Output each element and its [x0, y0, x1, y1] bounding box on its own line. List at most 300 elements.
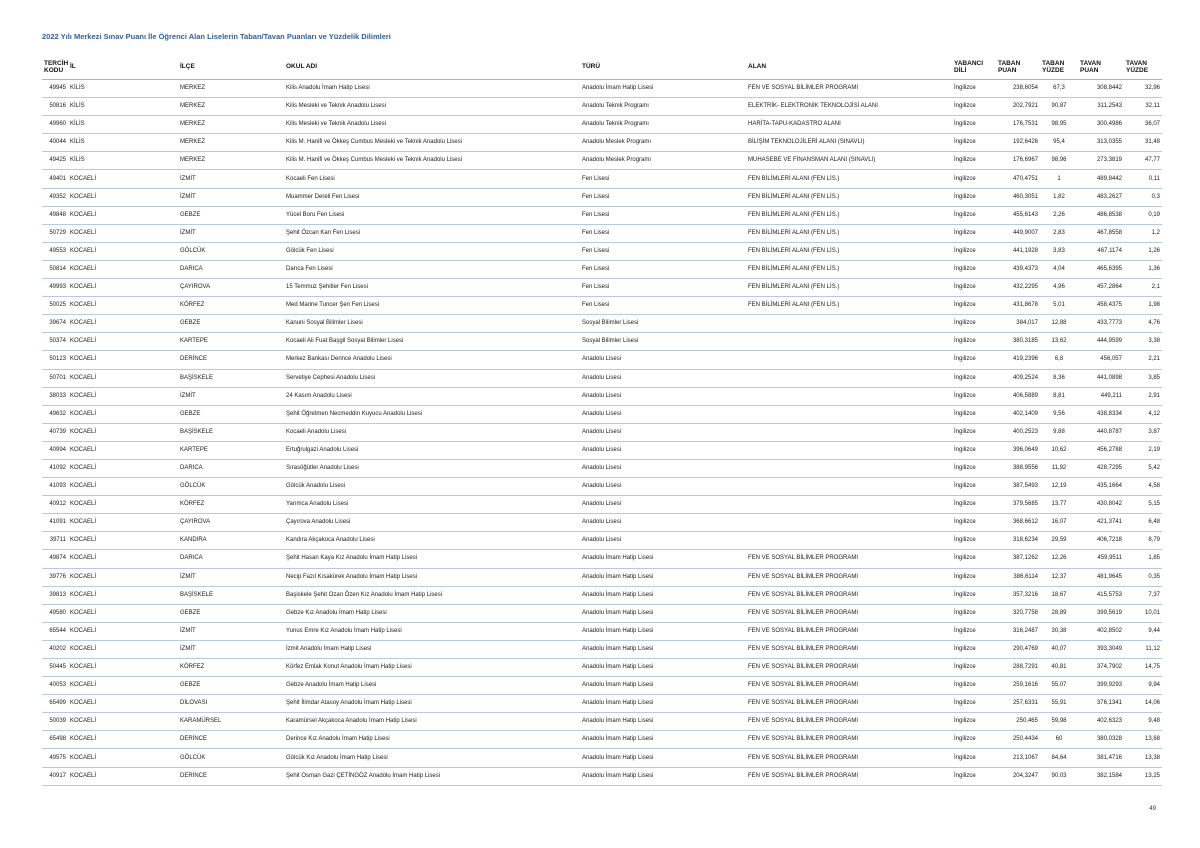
cell-il: KOCAELİ — [68, 532, 178, 550]
table-row — [42, 279, 1162, 297]
cell-ilce: DARICA — [178, 260, 284, 278]
cell-tavan-yuzde: 2,1 — [1124, 279, 1162, 297]
cell-tercih-kodu: 49580 — [42, 604, 68, 622]
cell-taban-yuzde: 30,38 — [1040, 622, 1078, 640]
cell-il: KOCAELİ — [68, 713, 178, 731]
cell-yabanci-dili: İngilizce — [952, 622, 996, 640]
cell-il: KOCAELİ — [68, 622, 178, 640]
table-row — [42, 188, 1162, 206]
cell-taban-yuzde: 13,62 — [1040, 333, 1078, 351]
cell-taban-yuzde: 29,59 — [1040, 532, 1078, 550]
cell-taban-yuzde: 9,56 — [1040, 405, 1078, 423]
cell-taban-yuzde: 13,77 — [1040, 496, 1078, 514]
cell-il: KİLİS — [68, 116, 178, 134]
cell-ilce: MERKEZ — [178, 98, 284, 116]
cell-yabanci-dili: İngilizce — [952, 206, 996, 224]
table-row — [42, 405, 1162, 423]
cell-ilce: GÖLCÜK — [178, 242, 284, 260]
cell-turu: Anadolu İmam Hatip Lisesi — [580, 568, 746, 586]
cell-okul-adi: Muammer Dereli Fen Lisesi — [284, 188, 580, 206]
cell-tavan-yuzde: 0,35 — [1124, 568, 1162, 586]
cell-il: KOCAELİ — [68, 405, 178, 423]
cell-tavan-puan: 486,8538 — [1078, 206, 1124, 224]
cell-alan — [746, 351, 952, 369]
cell-il: KOCAELİ — [68, 315, 178, 333]
cell-alan — [746, 459, 952, 477]
cell-tavan-puan: 273,3819 — [1078, 152, 1124, 170]
cell-tercih-kodu: 50729 — [42, 224, 68, 242]
cell-il: KOCAELİ — [68, 586, 178, 604]
cell-ilce: DARICA — [178, 459, 284, 477]
cell-taban-yuzde: 8,81 — [1040, 387, 1078, 405]
cell-tavan-puan: 430,8042 — [1078, 496, 1124, 514]
cell-tavan-yuzde: 36,07 — [1124, 116, 1162, 134]
cell-alan — [746, 423, 952, 441]
cell-taban-yuzde: 55,91 — [1040, 695, 1078, 713]
cell-turu: Anadolu Lisesi — [580, 351, 746, 369]
cell-tercih-kodu: 50445 — [42, 659, 68, 677]
cell-turu: Anadolu İmam Hatip Lisesi — [580, 713, 746, 731]
cell-okul-adi: Kilis Anadolu İmam Hatip Lisesi — [284, 80, 580, 98]
cell-il: KOCAELİ — [68, 749, 178, 767]
table-row — [42, 568, 1162, 586]
cell-tercih-kodu: 38033 — [42, 387, 68, 405]
table-row — [42, 170, 1162, 188]
cell-okul-adi: Gölcük Fen Lisesi — [284, 242, 580, 260]
cell-tercih-kodu: 49352 — [42, 188, 68, 206]
cell-alan: FEN BİLİMLERİ ALANI (FEN LİS.) — [746, 188, 952, 206]
cell-tavan-puan: 456,057 — [1078, 351, 1124, 369]
cell-turu: Anadolu İmam Hatip Lisesi — [580, 749, 746, 767]
cell-ilce: GEBZE — [178, 315, 284, 333]
cell-turu: Anadolu Lisesi — [580, 478, 746, 496]
cell-il: KOCAELİ — [68, 496, 178, 514]
cell-ilce: GÖLCÜK — [178, 749, 284, 767]
cell-taban-puan: 460,3051 — [996, 188, 1040, 206]
cell-tavan-puan: 449,211 — [1078, 387, 1124, 405]
cell-taban-puan: 379,5685 — [996, 496, 1040, 514]
cell-ilce: KARTEPE — [178, 333, 284, 351]
cell-ilce: KÖRFEZ — [178, 297, 284, 315]
cell-tavan-puan: 380,0328 — [1078, 731, 1124, 749]
cell-il: KOCAELİ — [68, 640, 178, 658]
cell-tavan-yuzde: 7,37 — [1124, 586, 1162, 604]
cell-yabanci-dili: İngilizce — [952, 586, 996, 604]
col-header-tavan-yuzde: TAVAN YÜZDE — [1124, 54, 1162, 80]
cell-turu: Anadolu İmam Hatip Lisesi — [580, 586, 746, 604]
cell-yabanci-dili: İngilizce — [952, 423, 996, 441]
col-header-okul-adi: OKUL ADI — [284, 54, 580, 80]
cell-alan: FEN VE SOSYAL BİLİMLER PROGRAMI — [746, 749, 952, 767]
cell-taban-puan: 238,6054 — [996, 80, 1040, 98]
cell-turu: Fen Lisesi — [580, 242, 746, 260]
cell-tercih-kodu: 50814 — [42, 260, 68, 278]
cell-taban-yuzde: 12,19 — [1040, 478, 1078, 496]
cell-ilce: DİLOVASI — [178, 695, 284, 713]
cell-taban-puan: 204,3247 — [996, 767, 1040, 785]
cell-taban-puan: 431,8678 — [996, 297, 1040, 315]
cell-ilce: İZMİT — [178, 640, 284, 658]
cell-tavan-yuzde: 3,38 — [1124, 333, 1162, 351]
cell-taban-yuzde: 3,83 — [1040, 242, 1078, 260]
table-row — [42, 478, 1162, 496]
cell-turu: Anadolu Lisesi — [580, 405, 746, 423]
cell-tavan-puan: 481,9645 — [1078, 568, 1124, 586]
cell-taban-yuzde: 95,4 — [1040, 134, 1078, 152]
cell-taban-puan: 259,1616 — [996, 677, 1040, 695]
cell-il: KOCAELİ — [68, 369, 178, 387]
cell-taban-yuzde: 5,01 — [1040, 297, 1078, 315]
schools-table — [42, 54, 1162, 786]
cell-alan — [746, 441, 952, 459]
cell-taban-puan: 316,2487 — [996, 622, 1040, 640]
table-row — [42, 315, 1162, 333]
cell-tavan-yuzde: 13,25 — [1124, 767, 1162, 785]
table-row — [42, 369, 1162, 387]
cell-taban-puan: 387,5493 — [996, 478, 1040, 496]
cell-tavan-puan: 376,1341 — [1078, 695, 1124, 713]
cell-yabanci-dili: İngilizce — [952, 98, 996, 116]
cell-tavan-puan: 421,3741 — [1078, 514, 1124, 532]
cell-tavan-yuzde: 10,01 — [1124, 604, 1162, 622]
cell-tavan-puan: 311,2543 — [1078, 98, 1124, 116]
cell-alan — [746, 496, 952, 514]
cell-ilce: MERKEZ — [178, 116, 284, 134]
cell-yabanci-dili: İngilizce — [952, 242, 996, 260]
cell-okul-adi: Darıca Fen Lisesi — [284, 260, 580, 278]
cell-taban-puan: 400,2523 — [996, 423, 1040, 441]
cell-yabanci-dili: İngilizce — [952, 659, 996, 677]
cell-tavan-puan: 374,7902 — [1078, 659, 1124, 677]
cell-alan — [746, 369, 952, 387]
cell-taban-puan: 449,9007 — [996, 224, 1040, 242]
cell-ilce: DARICA — [178, 550, 284, 568]
cell-turu: Fen Lisesi — [580, 279, 746, 297]
cell-yabanci-dili: İngilizce — [952, 315, 996, 333]
cell-taban-puan: 386,6114 — [996, 568, 1040, 586]
col-header-turu: TÜRÜ — [580, 54, 746, 80]
cell-okul-adi: Kilis Mesleki ve Teknik Anadolu Lisesi — [284, 98, 580, 116]
cell-taban-puan: 368,6612 — [996, 514, 1040, 532]
cell-ilce: GEBZE — [178, 604, 284, 622]
cell-turu: Anadolu İmam Hatip Lisesi — [580, 640, 746, 658]
cell-taban-puan: 441,1928 — [996, 242, 1040, 260]
cell-tavan-yuzde: 6,48 — [1124, 514, 1162, 532]
cell-okul-adi: Körfez Emlak Konut Anadolu İmam Hatip Lisesi — [284, 659, 580, 677]
cell-il: KİLİS — [68, 134, 178, 152]
cell-yabanci-dili: İngilizce — [952, 677, 996, 695]
cell-il: KOCAELİ — [68, 550, 178, 568]
cell-yabanci-dili: İngilizce — [952, 369, 996, 387]
cell-yabanci-dili: İngilizce — [952, 532, 996, 550]
cell-il: KOCAELİ — [68, 206, 178, 224]
cell-alan: FEN BİLİMLERİ ALANI (FEN LİS.) — [746, 260, 952, 278]
cell-ilce: BAŞİSKELE — [178, 369, 284, 387]
cell-taban-yuzde: 12,88 — [1040, 315, 1078, 333]
cell-okul-adi: Kilis Mesleki ve Teknik Anadolu Lisesi — [284, 116, 580, 134]
cell-tavan-yuzde: 32,96 — [1124, 80, 1162, 98]
cell-il: KOCAELİ — [68, 514, 178, 532]
cell-yabanci-dili: İngilizce — [952, 441, 996, 459]
cell-tercih-kodu: 40994 — [42, 441, 68, 459]
cell-ilce: İZMİT — [178, 387, 284, 405]
cell-alan: BİLİŞİM TEKNOLOJİLERİ ALANI (SINAVLI) — [746, 134, 952, 152]
cell-tavan-puan: 381,4716 — [1078, 749, 1124, 767]
cell-turu: Anadolu Lisesi — [580, 369, 746, 387]
cell-il: KOCAELİ — [68, 351, 178, 369]
table-row — [42, 640, 1162, 658]
cell-turu: Anadolu Lisesi — [580, 514, 746, 532]
table-row — [42, 532, 1162, 550]
cell-tercih-kodu: 40202 — [42, 640, 68, 658]
cell-taban-puan: 406,5889 — [996, 387, 1040, 405]
cell-yabanci-dili: İngilizce — [952, 604, 996, 622]
cell-taban-puan: 402,1409 — [996, 405, 1040, 423]
cell-turu: Fen Lisesi — [580, 224, 746, 242]
cell-il: KOCAELİ — [68, 188, 178, 206]
cell-tercih-kodu: 50816 — [42, 98, 68, 116]
cell-taban-yuzde: 4,04 — [1040, 260, 1078, 278]
col-header-taban-yuzde: TABAN YÜZDE — [1040, 54, 1078, 80]
cell-tavan-puan: 402,6323 — [1078, 713, 1124, 731]
cell-tercih-kodu: 65544 — [42, 622, 68, 640]
cell-tavan-puan: 433,7773 — [1078, 315, 1124, 333]
table-row — [42, 731, 1162, 749]
cell-yabanci-dili: İngilizce — [952, 478, 996, 496]
cell-yabanci-dili: İngilizce — [952, 713, 996, 731]
cell-turu: Anadolu Lisesi — [580, 387, 746, 405]
cell-alan: FEN VE SOSYAL BİLİMLER PROGRAMI — [746, 677, 952, 695]
cell-il: KOCAELİ — [68, 659, 178, 677]
table-row — [42, 242, 1162, 260]
cell-tavan-yuzde: 32,11 — [1124, 98, 1162, 116]
col-header-il: İL — [68, 54, 178, 80]
cell-alan: FEN VE SOSYAL BİLİMLER PROGRAMI — [746, 80, 952, 98]
cell-taban-yuzde: 90,03 — [1040, 767, 1078, 785]
cell-tercih-kodu: 49874 — [42, 550, 68, 568]
cell-taban-puan: 396,0649 — [996, 441, 1040, 459]
cell-il: KOCAELİ — [68, 767, 178, 785]
cell-yabanci-dili: İngilizce — [952, 279, 996, 297]
cell-yabanci-dili: İngilizce — [952, 188, 996, 206]
cell-tavan-yuzde: 0,19 — [1124, 206, 1162, 224]
table-body — [42, 80, 1162, 786]
cell-okul-adi: Med Marine Tuncer Şen Fen Lisesi — [284, 297, 580, 315]
cell-tavan-yuzde: 3,87 — [1124, 423, 1162, 441]
cell-tavan-puan: 313,0355 — [1078, 134, 1124, 152]
cell-okul-adi: Şehit Osman Gazi ÇETİNGÖZ Anadolu İmam Hatip Lisesi — [284, 767, 580, 785]
cell-alan — [746, 478, 952, 496]
cell-il: KOCAELİ — [68, 731, 178, 749]
page-number: 49 — [1149, 806, 1156, 812]
cell-turu: Anadolu Lisesi — [580, 459, 746, 477]
cell-tavan-puan: 406,7218 — [1078, 532, 1124, 550]
cell-il: KOCAELİ — [68, 297, 178, 315]
table-row — [42, 80, 1162, 98]
table-row — [42, 333, 1162, 351]
cell-tavan-yuzde: 1,85 — [1124, 550, 1162, 568]
cell-tavan-puan: 438,8334 — [1078, 405, 1124, 423]
cell-ilce: İZMİT — [178, 170, 284, 188]
cell-tavan-puan: 489,8442 — [1078, 170, 1124, 188]
cell-taban-puan: 357,3216 — [996, 586, 1040, 604]
cell-ilce: DERİNCE — [178, 767, 284, 785]
cell-tavan-puan: 467,1174 — [1078, 242, 1124, 260]
cell-alan — [746, 387, 952, 405]
table-row — [42, 351, 1162, 369]
cell-alan: FEN VE SOSYAL BİLİMLER PROGRAMI — [746, 731, 952, 749]
cell-taban-yuzde: 1,82 — [1040, 188, 1078, 206]
cell-okul-adi: Kandıra Akçakoca Anadolu Lisesi — [284, 532, 580, 550]
cell-tercih-kodu: 49993 — [42, 279, 68, 297]
cell-ilce: İZMİT — [178, 224, 284, 242]
cell-tercih-kodu: 39711 — [42, 532, 68, 550]
cell-il: KİLİS — [68, 98, 178, 116]
cell-tavan-puan: 483,2627 — [1078, 188, 1124, 206]
cell-turu: Anadolu Lisesi — [580, 496, 746, 514]
cell-taban-yuzde: 28,89 — [1040, 604, 1078, 622]
cell-turu: Anadolu Teknik Programı — [580, 98, 746, 116]
cell-taban-puan: 288,7291 — [996, 659, 1040, 677]
table-row — [42, 677, 1162, 695]
cell-turu: Fen Lisesi — [580, 260, 746, 278]
cell-alan: FEN VE SOSYAL BİLİMLER PROGRAMI — [746, 713, 952, 731]
cell-ilce: KARTEPE — [178, 441, 284, 459]
cell-taban-puan: 176,6967 — [996, 152, 1040, 170]
table-row — [42, 423, 1162, 441]
table-row — [42, 441, 1162, 459]
cell-tercih-kodu: 49960 — [42, 116, 68, 134]
cell-alan — [746, 514, 952, 532]
cell-il: KİLİS — [68, 80, 178, 98]
cell-turu: Fen Lisesi — [580, 297, 746, 315]
cell-taban-puan: 387,1262 — [996, 550, 1040, 568]
cell-il: KİLİS — [68, 152, 178, 170]
cell-taban-puan: 192,6426 — [996, 134, 1040, 152]
cell-il: KOCAELİ — [68, 279, 178, 297]
cell-il: KOCAELİ — [68, 387, 178, 405]
cell-tavan-yuzde: 31,48 — [1124, 134, 1162, 152]
cell-tavan-puan: 458,4375 — [1078, 297, 1124, 315]
table-row — [42, 98, 1162, 116]
cell-ilce: ÇAYIROVA — [178, 279, 284, 297]
cell-taban-yuzde: 59,98 — [1040, 713, 1078, 731]
cell-taban-yuzde: 16,07 — [1040, 514, 1078, 532]
table-row — [42, 586, 1162, 604]
table-row — [42, 152, 1162, 170]
cell-tercih-kodu: 49553 — [42, 242, 68, 260]
cell-tercih-kodu: 49632 — [42, 405, 68, 423]
cell-tercih-kodu: 49575 — [42, 749, 68, 767]
cell-il: KOCAELİ — [68, 224, 178, 242]
cell-tavan-puan: 457,2864 — [1078, 279, 1124, 297]
cell-tercih-kodu: 41092 — [42, 459, 68, 477]
col-header-yabanci-dili: YABANCI DİLİ — [952, 54, 996, 80]
cell-ilce: KANDIRA — [178, 532, 284, 550]
cell-ilce: ÇAYIROVA — [178, 514, 284, 532]
cell-turu: Fen Lisesi — [580, 206, 746, 224]
cell-tercih-kodu: 41091 — [42, 514, 68, 532]
cell-yabanci-dili: İngilizce — [952, 550, 996, 568]
table-row — [42, 134, 1162, 152]
cell-ilce: BAŞİSKELE — [178, 423, 284, 441]
cell-tercih-kodu: 39776 — [42, 568, 68, 586]
cell-yabanci-dili: İngilizce — [952, 640, 996, 658]
cell-okul-adi: Derince Kız Anadolu İmam Hatip Lisesi — [284, 731, 580, 749]
cell-turu: Anadolu İmam Hatip Lisesi — [580, 767, 746, 785]
cell-yabanci-dili: İngilizce — [952, 387, 996, 405]
cell-okul-adi: Yunus Emre Kız Anadolu İmam Hatip Lisesi — [284, 622, 580, 640]
cell-il: KOCAELİ — [68, 441, 178, 459]
cell-tavan-yuzde: 1,26 — [1124, 242, 1162, 260]
table-row — [42, 297, 1162, 315]
table-row — [42, 713, 1162, 731]
cell-taban-puan: 380,3185 — [996, 333, 1040, 351]
cell-okul-adi: Ertuğrulgazi Anadolu Lisesi — [284, 441, 580, 459]
cell-tavan-yuzde: 1,98 — [1124, 297, 1162, 315]
cell-alan: FEN VE SOSYAL BİLİMLER PROGRAMI — [746, 550, 952, 568]
cell-taban-yuzde: 12,26 — [1040, 550, 1078, 568]
cell-tavan-yuzde: 4,12 — [1124, 405, 1162, 423]
cell-tercih-kodu: 49945 — [42, 80, 68, 98]
cell-taban-puan: 290,4769 — [996, 640, 1040, 658]
cell-turu: Anadolu Lisesi — [580, 423, 746, 441]
cell-il: KOCAELİ — [68, 459, 178, 477]
cell-taban-yuzde: 11,92 — [1040, 459, 1078, 477]
cell-taban-yuzde: 2,26 — [1040, 206, 1078, 224]
cell-alan — [746, 532, 952, 550]
table-row — [42, 496, 1162, 514]
cell-ilce: KÖRFEZ — [178, 659, 284, 677]
table-row — [42, 550, 1162, 568]
cell-taban-puan: 250,4434 — [996, 731, 1040, 749]
cell-tavan-yuzde: 2,21 — [1124, 351, 1162, 369]
cell-taban-yuzde: 9,88 — [1040, 423, 1078, 441]
cell-taban-yuzde: 4,96 — [1040, 279, 1078, 297]
cell-yabanci-dili: İngilizce — [952, 496, 996, 514]
cell-ilce: GEBZE — [178, 206, 284, 224]
cell-taban-puan: 213,1067 — [996, 749, 1040, 767]
table-row — [42, 387, 1162, 405]
cell-tavan-yuzde: 2,91 — [1124, 387, 1162, 405]
cell-tercih-kodu: 50701 — [42, 369, 68, 387]
cell-okul-adi: Şehit Özcan Kan Fen Lisesi — [284, 224, 580, 242]
cell-tavan-puan: 459,9511 — [1078, 550, 1124, 568]
cell-okul-adi: Necip Fazıl Kısakürek Anadolu İmam Hatip Lisesi — [284, 568, 580, 586]
cell-okul-adi: Gebze Kız Anadolu İmam Hatip Lisesi — [284, 604, 580, 622]
cell-ilce: KARAMÜRSEL — [178, 713, 284, 731]
cell-taban-puan: 388,9556 — [996, 459, 1040, 477]
cell-yabanci-dili: İngilizce — [952, 152, 996, 170]
cell-ilce: BAŞİSKELE — [178, 586, 284, 604]
cell-tercih-kodu: 40739 — [42, 423, 68, 441]
cell-tavan-puan: 308,8442 — [1078, 80, 1124, 98]
cell-alan: FEN VE SOSYAL BİLİMLER PROGRAMI — [746, 622, 952, 640]
table-row — [42, 622, 1162, 640]
cell-yabanci-dili: İngilizce — [952, 405, 996, 423]
cell-taban-yuzde: 84,64 — [1040, 749, 1078, 767]
cell-taban-yuzde: 67,3 — [1040, 80, 1078, 98]
cell-okul-adi: Kocaeli Fen Lisesi — [284, 170, 580, 188]
cell-tavan-puan: 441,0898 — [1078, 369, 1124, 387]
cell-ilce: MERKEZ — [178, 80, 284, 98]
cell-ilce: İZMİT — [178, 568, 284, 586]
cell-taban-yuzde: 40,07 — [1040, 640, 1078, 658]
cell-okul-adi: Başiskele Şehit Ozan Özen Kız Anadolu İmam Hatip Lisesi — [284, 586, 580, 604]
table-row — [42, 659, 1162, 677]
cell-tavan-puan: 440,8787 — [1078, 423, 1124, 441]
cell-taban-puan: 257,6331 — [996, 695, 1040, 713]
